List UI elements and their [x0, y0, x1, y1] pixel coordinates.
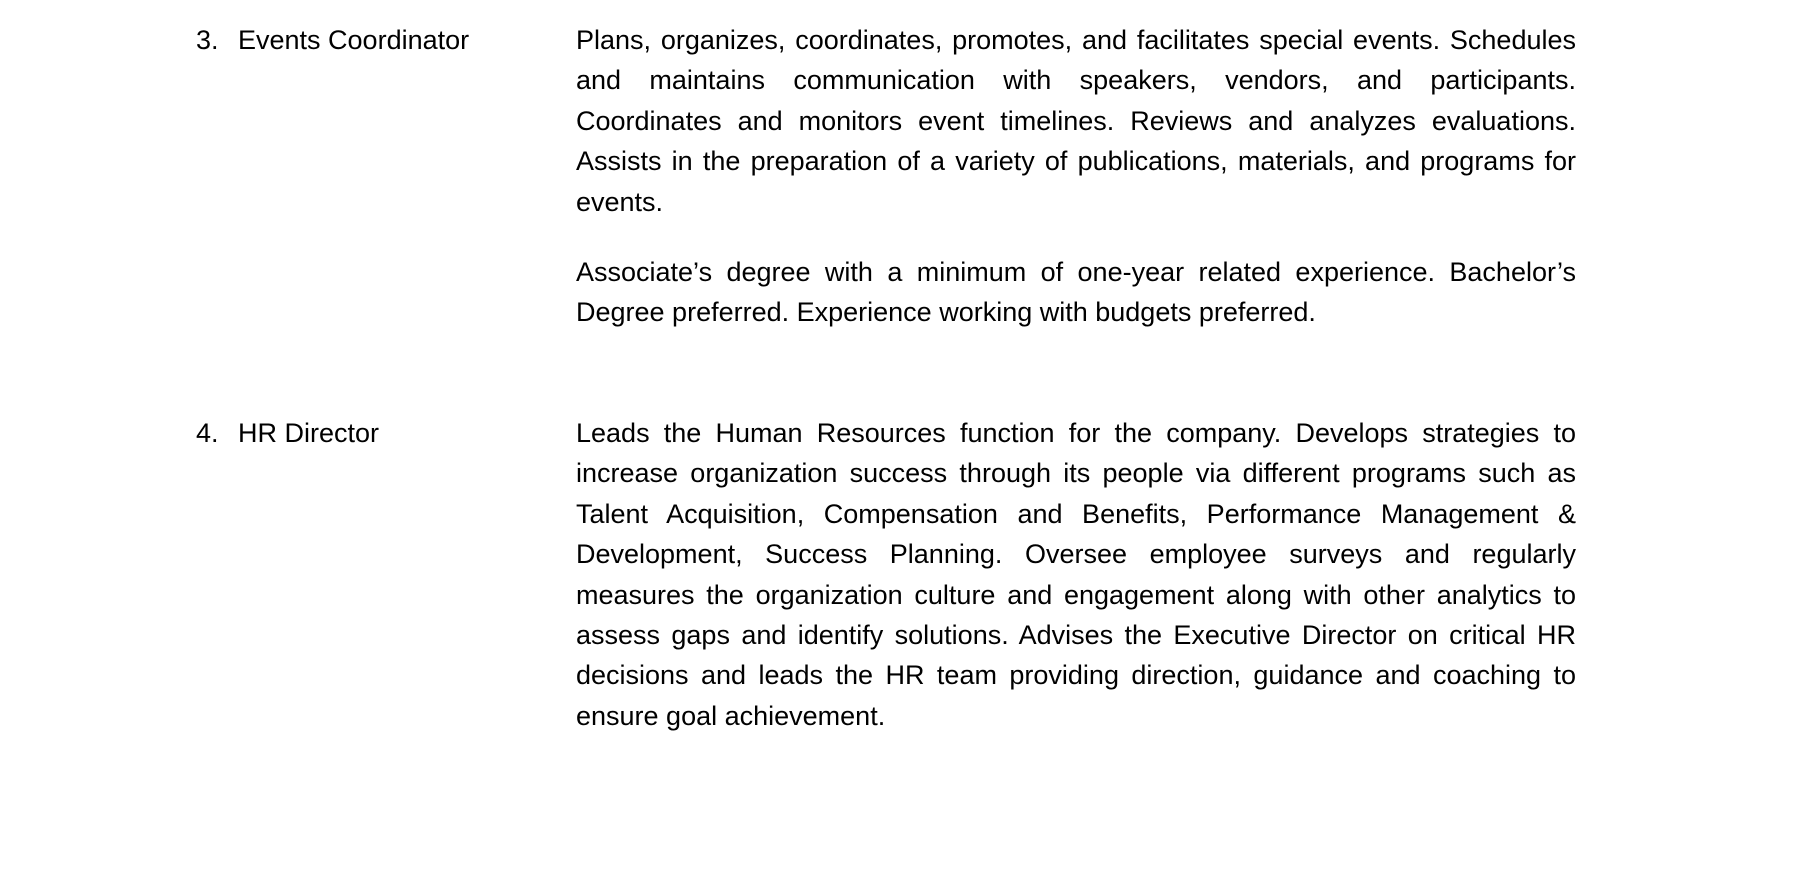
- list-number: 3.: [196, 25, 219, 55]
- job-title-row: [196, 413, 556, 453]
- job-title: HR Director: [238, 418, 380, 448]
- job-description: [576, 413, 1576, 736]
- list-number: 4.: [196, 418, 219, 448]
- job-description: [576, 20, 1576, 333]
- job-title-row: [196, 20, 556, 60]
- job-duties-paragraph: Leads the Human Resources function for the company. Develops strategies to increase organization success through its people via different programs such as Talent Acquisition, Compensation and Benefits, Performance Management & Development, Success Planning. Oversee employee surveys and regularly measures the organization culture and engagement along with other analytics to assess gaps and identify solutions. Advises the Executive Director on critical HR decisions and leads the HR team providing direction, guidance and coaching to ensure goal achievement.: [576, 418, 1576, 731]
- job-title: Events Coordinator: [238, 25, 470, 55]
- job-duties-paragraph: Plans, organizes, coordinates, promotes, and facilitates special events. Schedules and maintains communication with speakers, vendors, and participants. Coordinates and monitors event timelines. Reviews and analyzes evaluations. Assists in the preparation of a variety of publications, materials, and programs for events.: [576, 25, 1576, 217]
- job-requirements-paragraph: Associate’s degree with a minimum of one-year related experience. Bachelor’s Degree preferred. Experience working with budgets preferred.: [576, 257, 1576, 328]
